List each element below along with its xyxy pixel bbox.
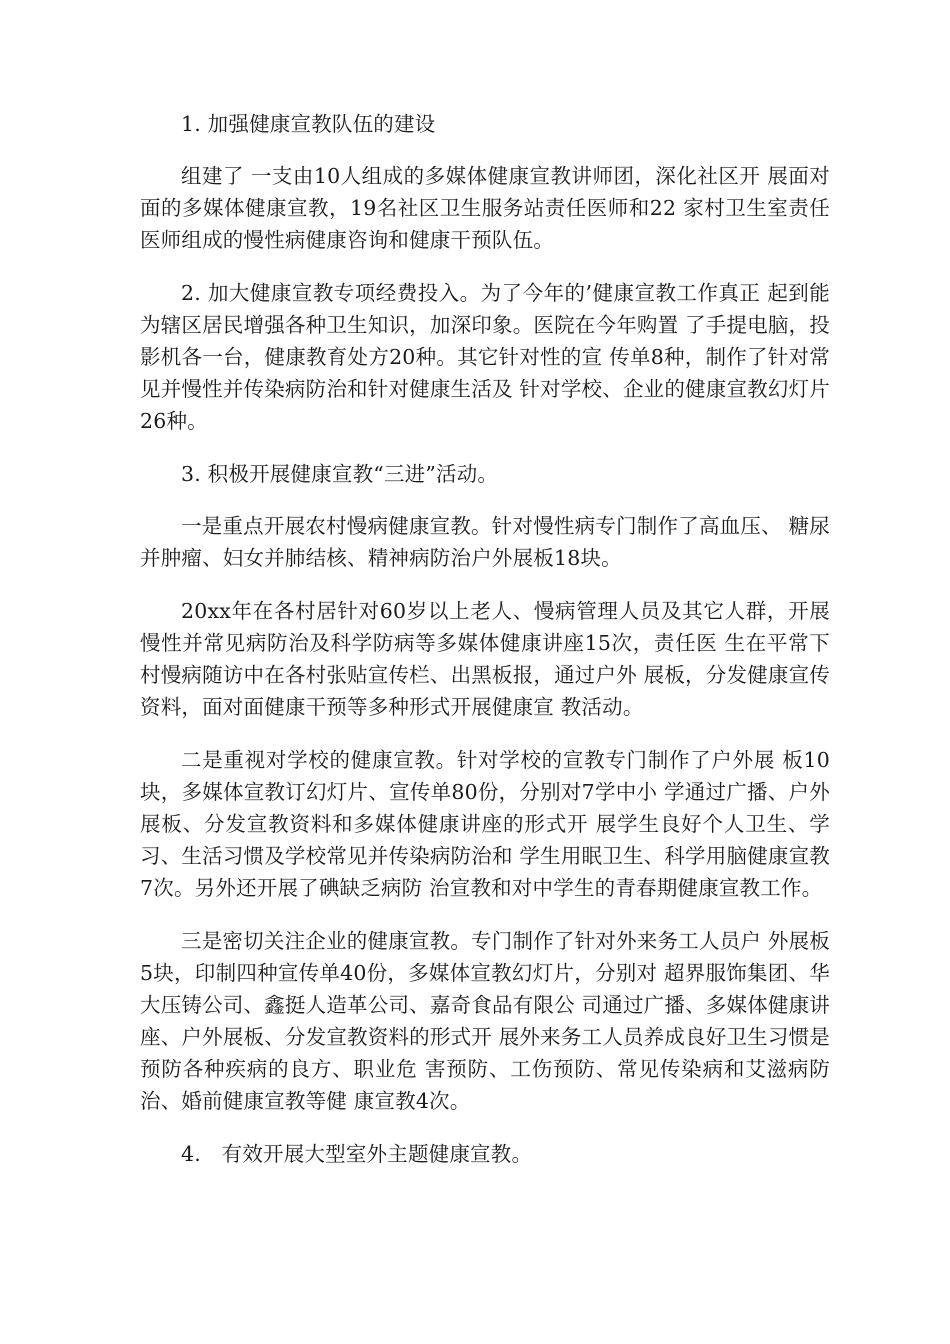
- section-heading-4: 4. 有效开展大型室外主题健康宣教。: [181, 1142, 533, 1166]
- paragraph-village-lectures: 20xx年在各村居针对60岁以上老人、慢病管理人员及其它人群，开展慢性并常见病防治及科学防病等多媒体健康讲座15次，责任医 生在平常下村慢病随访中在各村张贴宣传栏、出黑板报，通过户外 展板，分发健康宣传资料，面对面健康干预等多种形式开展健康宣 教活动。: [140, 599, 830, 719]
- paragraph-funding: 2. 加大健康宣教专项经费投入。为了今年的’健康宣教工作真正 起到能为辖区居民增强各种卫生知识，加深印象。医院在今年购置 了手提电脑，投影机各一台，健康教育处方20种。其它针对性的宣 传单8种，制作了针对常见并慢性并传染病防治和针对健康生活及 针对学校、企业的健康宣教幻灯片26种。: [140, 281, 830, 433]
- section-heading-1: 1. 加强健康宣教队伍的建设: [181, 112, 436, 136]
- section-heading-3: 3. 积极开展健康宣教“三进”活动。: [181, 462, 499, 486]
- paragraph-lecturer-team: 组建了 一支由10人组成的多媒体健康宣教讲师团，深化社区开 展面对面的多媒体健康宣教，19名社区卫生服务站责任医师和22 家村卫生室责任医师组成的慢性病健康咨询和健康干预队伍。: [140, 164, 830, 252]
- paragraph-school-education: 二是重视对学校的健康宣教。针对学校的宣教专门制作了户外展 板10块，多媒体宣教订幻灯片、宣传单80份，分别对7学中小 学通过广播、户外展板、分发宣教资料和多媒体健康讲座的形式开 展学生良好个人卫生、学习、生活习惯及学校常见并传染病防治和 学生用眠卫生、科学用脑健康宣教7次。另外还开展了碘缺乏病防 治宣教和对中学生的青春期健康宣教工作。: [140, 748, 830, 900]
- paragraph-rural-chronic-disease: 一是重点开展农村慢病健康宣教。针对慢性病专门制作了高血压、 糖尿并肿瘤、妇女并肺结核、精神病防治户外展板18块。: [140, 514, 830, 570]
- paragraph-enterprise-education: 三是密切关注企业的健康宣教。专门制作了针对外来务工人员户 外展板5块，印制四种宣传单40份，多媒体宣教幻灯片，分别对 超界服饰集团、华大压铸公司、鑫挺人造革公司、嘉奇食品有限公 司通过广播、多媒体健康讲座、户外展板、分发宣教资料的形式开 展外来务工人员养成良好卫生习惯是预防各种疾病的良方、职业危 害预防、工伤预防、常见传染病和艾滋病防治、婚前健康宣教等健 康宣教4次。: [140, 929, 830, 1113]
- document-body: [140, 108, 830, 1190]
